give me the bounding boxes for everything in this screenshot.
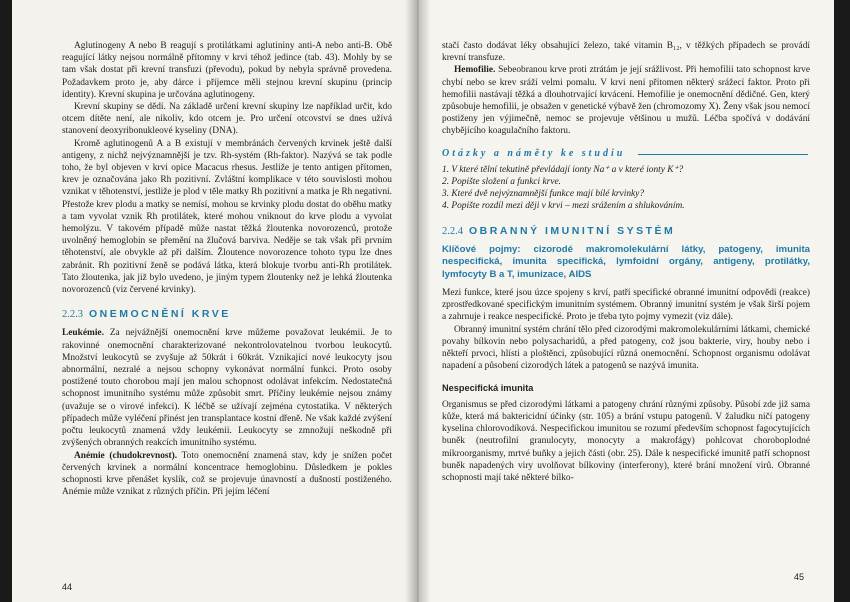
question-item: 3. Které dvě nejvýznamnější funkce mají bílé krvinky?	[442, 189, 645, 200]
page-number-left: 44	[62, 582, 73, 592]
section-title: ONEMOCNĚNÍ KRVE	[89, 308, 231, 321]
paragraph-inheritance: Krevní skupiny se dědí. Na základě určení krevní skupiny lze například určit, kdo otcem dítěte není, ale nikoliv, kdo otcem je. Pro určení otcovství se dnes užívá stanovení deoxyribonukleové kyseliny (DNA).	[62, 102, 392, 137]
term-leukemie: Leukémie.	[62, 328, 104, 339]
right-text-block	[442, 40, 810, 484]
paragraph-anemie-cont: stačí často dodávat léky obsahující železo, také vitamin B₁₂, v těžkých případech se provádí krevní transfuze.	[442, 41, 810, 64]
paragraph-obranny-system: Obranný imunitní systém chrání tělo před cizorodými makromolekulárními látkami, chemické povahy bílkovin nebo polysacharidů, a před patogeny, což jsou bakterie, viry, houby nebo i někteří prvoci, hlísti a ploštěnci, způsobující různá onemocnění. Schopnost organismu odolávat napadení a působení cizorodých látek a patogenů se nazývá imunita.	[442, 324, 810, 372]
paragraph-imunita-intro: Mezi funkce, které jsou úzce spojeny s krví, patří specifické obranné imunitní odpovědi (reakce) zprostředkované specifickým imunitním systémem. Obranný imunitní systém je však širší pojem a zahrnuje i reakce nespecifické. Proto je třeba tyto pojmy vymezit (viz dále).	[442, 288, 810, 323]
paragraph-hemofilie	[442, 64, 810, 137]
question-item: 4. Popište rozdíl mezi ději v krvi – mezi srážením a shlukováním.	[442, 201, 685, 212]
left-page	[12, 0, 418, 602]
subheading-nespecificka-imunita: Nespecifická imunita	[442, 383, 534, 394]
leukemie-text: Za nejvážnější onemocnění krve můžeme považovat leukémii. Je to rakovinné onemocnění charakterizované nekontrolovatelnou tvorbou leukocytů. Množství leukocytů se zvyšuje až 50krát i 60krát. Vznikající nové leukocyty jsou abnormální, nezralé a nejsou schopny vykonávat normální funkci. Proto osoby postižené touto chorobou mají jen malou schopnost odolávat infekcím. Nedostatečná schopnost imunitního systému může způsobit smrt. Příčiny leukémie nejsou známy (uvažuje se o virové infekci). K léčbě se užívají zejména cytostatika. V některých případech může vyléčení přinést jen transplantace kostní dřeně. Ne však každé zvýšení počtu leukocytů znamená vždy leukémii. Leukocyty se zmnožují neškodně při zvýšených obranných reakcích imunitního systému.	[62, 328, 392, 449]
questions-list	[442, 164, 810, 213]
question-item: 2. Popište složení a funkci krve.	[442, 177, 561, 188]
anemie-text: Toto onemocnění znamená stav, kdy je snížen počet červených krvinek a normální koncentrace hemoglobinu. Důsledkem je pokles schopnosti krve přenášet kyslík, což se projevuje únavností a dušností postiženého. Anémie může vznikat z různých příčin. Při jejím léčení	[62, 450, 392, 498]
section-heading-onemocneni-krve	[62, 308, 392, 321]
paragraph-aglutinogeny: Aglutinogeny A nebo B reagují s protilátkami aglutininy anti-A nebo anti-B. Obě reagující látky nejsou normálně přítomny v krvi téhož jedince (tab. 43). Mohly by se tam však dostat při krevní transfuzi (převodu), pokud by nebyla správně provedena. Požadavkem proto je, aby dárce i příjemce měli stejnou krevní skupinu (princip identity). Krevní skupina je určována aglutinogeny.	[62, 41, 392, 100]
hemofilie-text: Sebeobranou krve proti ztrátám je její srážlivost. Při hemofilii tato schopnost krve chybí nebo se krev sráží velmi pomalu. V krvi není přítomen některý srážecí faktor. Proto při hemofilii nastávají těžká a dlouhotrvající krvácení. Hemofilie je onemocnění dědičné. Gen, který způsobuje hemofilii, je obsažen v genetické výbavě žen (chromozomy X). Ženy však jsou nemocí postiženy jen výjimečně, nemoc se projevuje většinou u mužů. Léčba spočívá v dodávání chybějícího koagulačního faktoru.	[442, 65, 810, 137]
section-number: 2.2.4	[442, 225, 463, 237]
book-gutter	[405, 0, 431, 602]
questions-rule	[638, 154, 808, 156]
paragraph-leukemie	[62, 327, 392, 449]
right-page	[418, 0, 834, 602]
paragraph-nespecificka: Organismus se před cizorodými látkami a patogeny chrání různými způsoby. Působí zde již sama kůže, která má baktericidní účinky (str. 105) a brání vstupu patogenů. V žaludku ničí patogeny kyselina chlorovodíková. Nespecifickou imunitou se rozumí především schopnost fagocytujících buněk (neutrofilní granulocyty, monocyty a makrofágy) pohlcovat choroboplodné mikroorganismy, mrtvé buňky a jejich části (obr. 25). Dále k nespecifické imunitě patří schopnost buněk napadených viry uvolňovat bílkoviny (interferony), které brání množení virů. Obranné schopnosti mají také některé bílko-	[442, 399, 810, 483]
section-title: OBRANNÝ IMUNITNÍ SYSTÉM	[469, 224, 676, 237]
question-item: 1. V které tělní tekutině převládají ionty Na⁺ a v které ionty K⁺?	[442, 164, 684, 175]
left-text-block	[62, 40, 392, 498]
paragraph-rh-system: Kromě aglutinogenů A a B existují v membránách červených krvinek ještě další antigeny, z nichž nejvýznamnější je tzv. Rh-systém (Rh-faktor). Nazývá se tak podle toho, že byl objeven v krvi opice Macacus rhesus. Jestliže je tento antigen přítomen, krev je označována jako Rh pozitivní. Zvláštní komplikace v této souvislosti mohou vznikat v těhotenství, jestliže je plod v těle matky Rh pozitivní a matka je Rh negativní. Přestože krev plodu a matky se nemísí, mohou se krvinky plodu dostat do oběhu matky a tam vyvolat vznik Rh protilátek, které mohou vniknout do krve plodu a vyvolat hemolýzu. V takovém případě může nastat těžká žloutenka novorozenců, protože uvolněný hemoglobin se přemění na žlučová barviva. Neděje se tak však při prvním těhotenství, ale obvykle až při dalším. Žloutence novorozence tohoto typu lze dnes zabránit. Rh pozitivní ženě se podává látka, která blokuje tvorbu anti-Rh protilátek. Tato žloutenka, jak již bylo uvedeno, je jiným typem žloutenky než je lehká žloutenka novorozenců (viz červené krvinky).	[62, 138, 392, 296]
questions-title: Otázky a náměty ke studiu	[442, 147, 626, 159]
questions-header	[442, 148, 810, 160]
key-terms: Klíčové pojmy: cizorodé makromolekulární látky, patogeny, imunita nespecifická, imunita specifická, lymfoidní orgány, antigeny, protilátky, lymfocyty B a T, imunizace, AIDS	[442, 243, 810, 280]
section-number: 2.2.3	[62, 309, 83, 321]
paragraph-anemie	[62, 450, 392, 499]
page-number-right: 45	[794, 572, 805, 582]
term-hemofilie: Hemofilie.	[454, 65, 496, 76]
section-heading-imunitni-system	[442, 225, 810, 238]
term-anemie: Anémie (chudokrevnost).	[74, 450, 178, 461]
